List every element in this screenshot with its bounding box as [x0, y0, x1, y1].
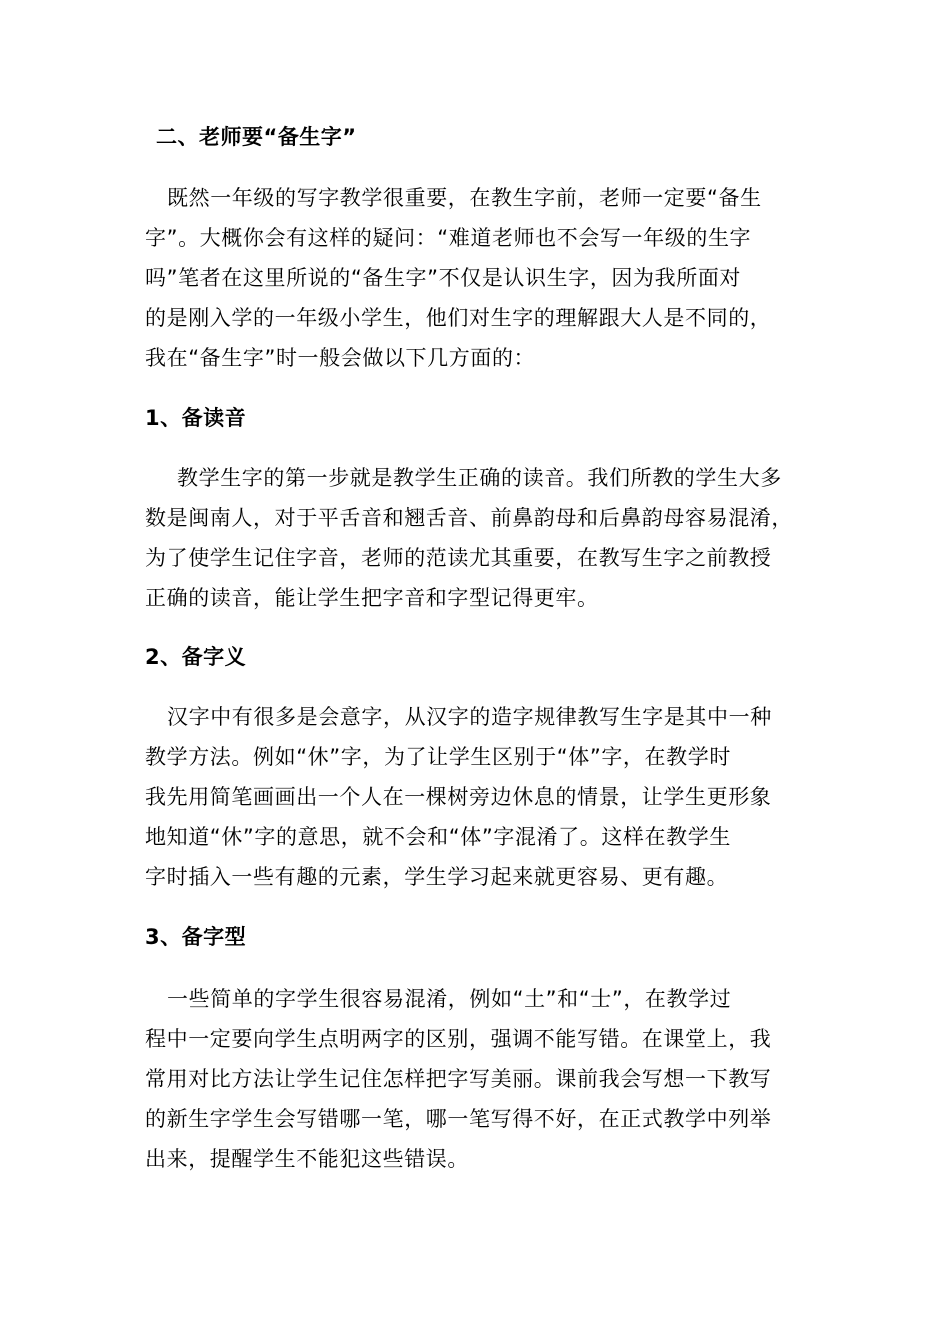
intro-line: 的是刚入学的一年级小学生，他们对生字的理解跟大人是不同的， — [145, 306, 772, 330]
paragraph-line: 程中一定要向学生点明两字的区别，强调不能写错。在课堂上，我 — [145, 1027, 772, 1051]
paragraph-line: 正确的读音，能让学生把字音和字型记得更牢。 — [145, 586, 599, 610]
paragraph-line: 为了使学生记住字音，老师的范读尤其重要，在教写生字之前教授 — [145, 546, 772, 570]
paragraph-line: 我先用简笔画画出一个人在一棵树旁边休息的情景，让学生更形象 — [145, 785, 772, 809]
paragraph-line: 常用对比方法让学生记住怎样把字写美丽。课前我会写想一下教写 — [145, 1067, 772, 1091]
subheading-pronunciation: 1、备读音 — [145, 406, 247, 430]
intro-paragraph — [145, 178, 810, 378]
intro-line: 既然一年级的写字教学很重要，在教生字前，老师一定要“备生 — [167, 186, 762, 210]
paragraph-line: 一些简单的字学生很容易混淆，例如“土”和“士”，在教学过 — [167, 987, 732, 1011]
meaning-paragraph — [145, 697, 810, 897]
pronunciation-paragraph — [145, 458, 810, 618]
section-title: 二、老师要“备生字” — [156, 125, 357, 149]
paragraph-line: 数是闽南人，对于平舌音和翘舌音、前鼻韵母和后鼻韵母容易混淆， — [145, 506, 793, 530]
intro-line: 我在“备生字”时一般会做以下几方面的： — [145, 346, 536, 370]
form-paragraph — [145, 979, 810, 1179]
intro-line: 吗”笔者在这里所说的“备生字”不仅是认识生字，因为我所面对 — [145, 266, 742, 290]
paragraph-line: 字时插入一些有趣的元素，学生学习起来就更容易、更有趣。 — [145, 865, 729, 889]
paragraph-line: 出来，提醒学生不能犯这些错误。 — [145, 1147, 469, 1171]
paragraph-line: 地知道“休”字的意思，就不会和“体”字混淆了。这样在教学生 — [145, 825, 731, 849]
paragraph-line: 汉字中有很多是会意字，从汉字的造字规律教写生字是其中一种 — [167, 705, 772, 729]
paragraph-line: 教学生字的第一步就是教学生正确的读音。我们所教的学生大多 — [177, 466, 782, 490]
paragraph-line: 的新生字学生会写错哪一笔，哪一笔写得不好，在正式教学中列举 — [145, 1107, 772, 1131]
paragraph-line: 教学方法。例如“休”字，为了让学生区别于“体”字，在教学时 — [145, 745, 731, 769]
subheading-form: 3、备字型 — [145, 925, 247, 949]
subheading-meaning: 2、备字义 — [145, 645, 247, 669]
intro-line: 字”。大概你会有这样的疑问：“难道老师也不会写一年级的生字 — [145, 226, 752, 250]
